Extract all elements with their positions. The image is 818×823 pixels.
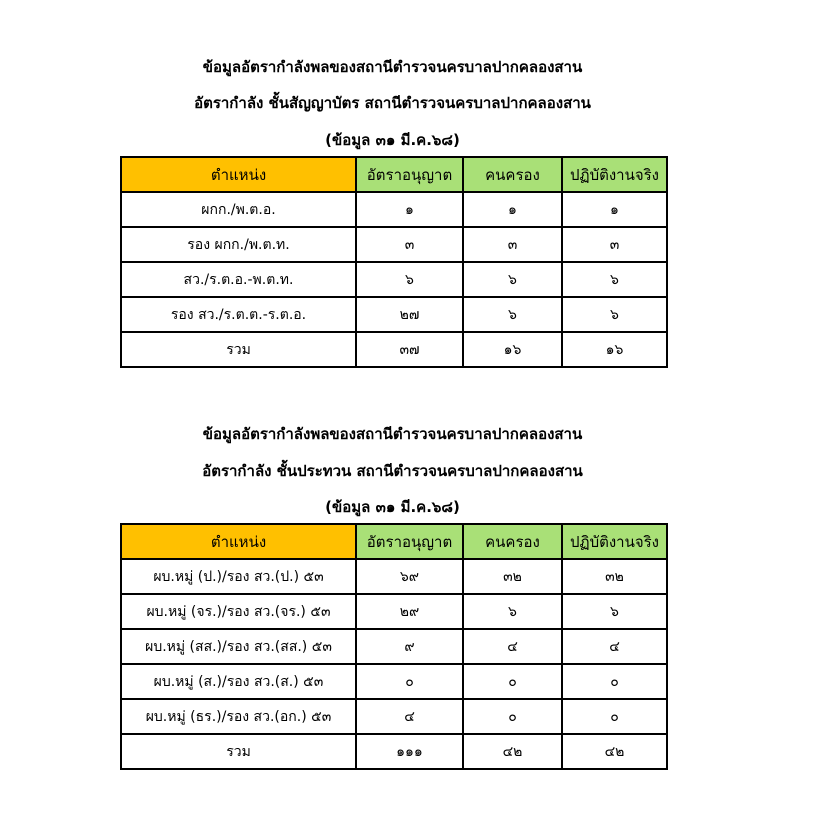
commissioned-officers-table bbox=[120, 156, 668, 368]
cell-authorized: ๖๙ bbox=[356, 559, 463, 594]
cell-actual: ๔ bbox=[562, 629, 667, 664]
table-header-row bbox=[121, 524, 667, 559]
cell-actual: ๑๖ bbox=[562, 332, 667, 367]
cell-authorized: ๑๑๑ bbox=[356, 734, 463, 769]
table-header-row bbox=[121, 157, 667, 192]
noncommissioned-officers-table bbox=[120, 523, 668, 770]
cell-actual: ๓ bbox=[562, 227, 667, 262]
cell-occupied: ๓ bbox=[463, 227, 562, 262]
cell-actual: ๓๒ bbox=[562, 559, 667, 594]
header-occupied: คนครอง bbox=[463, 524, 562, 559]
cell-occupied: ๖ bbox=[463, 297, 562, 332]
table-row bbox=[121, 664, 667, 699]
cell-position: ผบ.หมู่ (จร.)/รอง สว.(จร.) ๕๓ bbox=[121, 594, 356, 629]
cell-occupied: ๖ bbox=[463, 262, 562, 297]
cell-position: ผบ.หมู่ (ส.)/รอง สว.(ส.) ๕๓ bbox=[121, 664, 356, 699]
cell-position: ผบ.หมู่ (ธร.)/รอง สว.(อก.) ๕๓ bbox=[121, 699, 356, 734]
cell-position: สว./ร.ต.อ.-พ.ต.ท. bbox=[121, 262, 356, 297]
cell-total-label: รวม bbox=[121, 734, 356, 769]
cell-authorized: ๒๗ bbox=[356, 297, 463, 332]
header-position: ตำแหน่ง bbox=[121, 524, 356, 559]
cell-authorized: ๙ bbox=[356, 629, 463, 664]
cell-actual: ๔๒ bbox=[562, 734, 667, 769]
header-actual: ปฏิบัติงานจริง bbox=[562, 157, 667, 192]
cell-position: ผบ.หมู่ (ป.)/รอง สว.(ป.) ๕๓ bbox=[121, 559, 356, 594]
table-row bbox=[121, 629, 667, 664]
cell-position: รอง ผกก./พ.ต.ท. bbox=[121, 227, 356, 262]
cell-actual: ๖ bbox=[562, 297, 667, 332]
header-position: ตำแหน่ง bbox=[121, 157, 356, 192]
cell-position: รอง สว./ร.ต.ต.-ร.ต.อ. bbox=[121, 297, 356, 332]
cell-occupied: ๐ bbox=[463, 664, 562, 699]
table-row bbox=[121, 227, 667, 262]
cell-position: ผบ.หมู่ (สส.)/รอง สว.(สส.) ๕๓ bbox=[121, 629, 356, 664]
cell-authorized: ๓๗ bbox=[356, 332, 463, 367]
table-row bbox=[121, 699, 667, 734]
cell-authorized: ๓ bbox=[356, 227, 463, 262]
cell-occupied: ๔ bbox=[463, 629, 562, 664]
table-row bbox=[121, 594, 667, 629]
cell-occupied: ๔๒ bbox=[463, 734, 562, 769]
cell-actual: ๖ bbox=[562, 594, 667, 629]
cell-actual: ๐ bbox=[562, 699, 667, 734]
section2-subtitle: อัตรากำลัง ชั้นประทวน สถานีตำรวจนครบาลปากคลองสาน bbox=[202, 462, 583, 480]
section1-title: ข้อมูลอัตรากำลังพลของสถานีตำรวจนครบาลปากคลองสาน bbox=[202, 58, 583, 76]
header-occupied: คนครอง bbox=[463, 157, 562, 192]
cell-authorized: ๔ bbox=[356, 699, 463, 734]
cell-occupied: ๖ bbox=[463, 594, 562, 629]
cell-occupied: ๐ bbox=[463, 699, 562, 734]
table-total-row bbox=[121, 332, 667, 367]
cell-occupied: ๑ bbox=[463, 192, 562, 227]
cell-authorized: ๑ bbox=[356, 192, 463, 227]
cell-authorized: ๐ bbox=[356, 664, 463, 699]
section1-subtitle: อัตรากำลัง ชั้นสัญญาบัตร สถานีตำรวจนครบาลปากคลองสาน bbox=[194, 94, 591, 112]
cell-total-label: รวม bbox=[121, 332, 356, 367]
table-row bbox=[121, 262, 667, 297]
section2-title: ข้อมูลอัตรากำลังพลของสถานีตำรวจนครบาลปากคลองสาน bbox=[202, 425, 583, 443]
cell-occupied: ๓๒ bbox=[463, 559, 562, 594]
cell-occupied: ๑๖ bbox=[463, 332, 562, 367]
cell-position: ผกก./พ.ต.อ. bbox=[121, 192, 356, 227]
cell-authorized: ๒๙ bbox=[356, 594, 463, 629]
table-row bbox=[121, 192, 667, 227]
header-authorized: อัตราอนุญาต bbox=[356, 524, 463, 559]
header-actual: ปฏิบัติงานจริง bbox=[562, 524, 667, 559]
table-row bbox=[121, 297, 667, 332]
section2-date: (ข้อมูล ๓๑ มี.ค.๖๘) bbox=[325, 498, 460, 516]
header-authorized: อัตราอนุญาต bbox=[356, 157, 463, 192]
cell-actual: ๑ bbox=[562, 192, 667, 227]
cell-actual: ๐ bbox=[562, 664, 667, 699]
table-total-row bbox=[121, 734, 667, 769]
table-row bbox=[121, 559, 667, 594]
cell-authorized: ๖ bbox=[356, 262, 463, 297]
section1-date: (ข้อมูล ๓๑ มี.ค.๖๘) bbox=[325, 131, 460, 149]
cell-actual: ๖ bbox=[562, 262, 667, 297]
